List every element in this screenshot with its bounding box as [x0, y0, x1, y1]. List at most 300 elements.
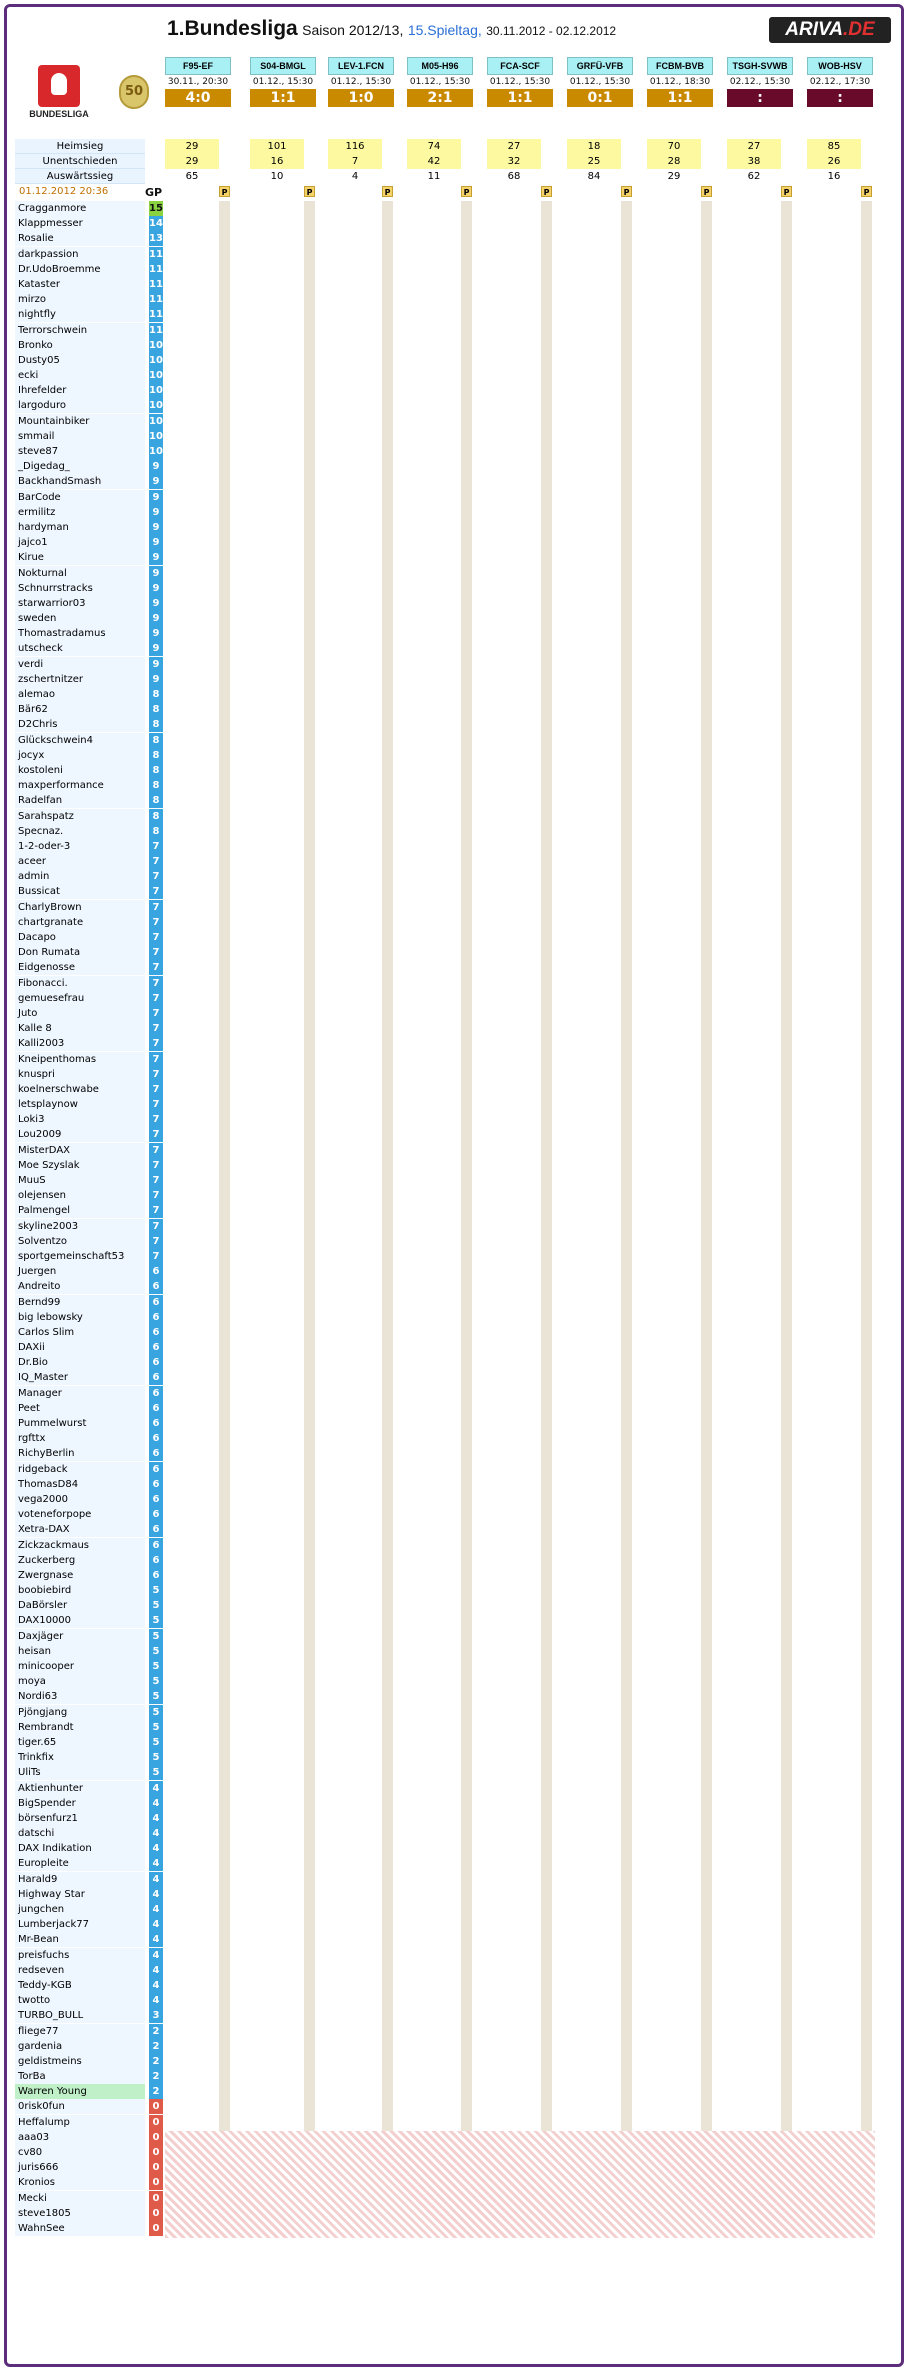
table-row[interactable] — [15, 1477, 160, 1492]
table-row[interactable] — [15, 596, 160, 611]
player-name[interactable]: big lebowsky — [15, 1310, 145, 1325]
player-name[interactable]: Bernd99 — [15, 1295, 145, 1310]
table-row[interactable] — [15, 1781, 160, 1796]
table-row[interactable] — [15, 1674, 160, 1689]
table-row[interactable] — [15, 550, 160, 565]
table-row[interactable] — [15, 1492, 160, 1507]
table-row[interactable] — [15, 717, 160, 732]
player-name[interactable]: koelnerschwabe — [15, 1082, 145, 1097]
player-name[interactable]: Pjöngjang — [15, 1705, 145, 1720]
player-name[interactable]: juris666 — [15, 2160, 145, 2175]
table-row[interactable] — [15, 1052, 160, 1067]
player-name[interactable]: heisan — [15, 1644, 145, 1659]
player-name[interactable]: datschi — [15, 1826, 145, 1841]
table-row[interactable] — [15, 1735, 160, 1750]
player-name[interactable]: verdi — [15, 657, 145, 672]
player-name[interactable]: Mountainbiker — [15, 414, 145, 429]
table-row[interactable] — [15, 1887, 160, 1902]
table-row[interactable] — [15, 884, 160, 899]
table-row[interactable] — [15, 733, 160, 748]
table-row[interactable] — [15, 2191, 160, 2206]
table-row[interactable] — [15, 1993, 160, 2008]
player-name[interactable]: BigSpender — [15, 1796, 145, 1811]
table-row[interactable] — [15, 976, 160, 991]
player-name[interactable]: steve1805 — [15, 2206, 145, 2221]
player-points: 5 — [149, 1705, 163, 1720]
table-row[interactable] — [15, 1932, 160, 1947]
table-row[interactable] — [15, 1067, 160, 1082]
player-name[interactable]: Mr-Bean — [15, 1932, 145, 1947]
table-row[interactable] — [15, 1841, 160, 1856]
table-row[interactable] — [15, 2099, 160, 2114]
table-row[interactable] — [15, 1705, 160, 1720]
player-name[interactable]: Specnaz. — [15, 824, 145, 839]
table-row[interactable] — [15, 2069, 160, 2084]
player-name[interactable]: Ihrefelder — [15, 383, 145, 398]
table-row[interactable] — [15, 1264, 160, 1279]
player-name[interactable]: Rembrandt — [15, 1720, 145, 1735]
player-name[interactable]: olejensen — [15, 1188, 145, 1203]
ariva-logo[interactable] — [769, 17, 891, 43]
player-name[interactable]: Moe Szyslak — [15, 1158, 145, 1173]
table-row[interactable] — [15, 2145, 160, 2160]
table-row[interactable] — [15, 900, 160, 915]
player-name[interactable]: Highway Star — [15, 1887, 145, 1902]
table-row[interactable] — [15, 262, 163, 277]
table-row[interactable] — [15, 991, 160, 1006]
table-row[interactable] — [15, 429, 163, 444]
table-row[interactable] — [15, 581, 160, 596]
player-name[interactable]: letsplaynow — [15, 1097, 145, 1112]
player-name[interactable]: DAX10000 — [15, 1613, 145, 1628]
table-row[interactable] — [15, 368, 163, 383]
player-list — [15, 201, 163, 2236]
player-name[interactable]: geldistmeins — [15, 2054, 145, 2069]
player-name[interactable]: redseven — [15, 1963, 145, 1978]
player-name[interactable]: Terrorschwein — [15, 323, 145, 338]
player-name[interactable]: Daxjäger — [15, 1629, 145, 1644]
player-name[interactable]: Mecki — [15, 2191, 145, 2206]
table-row[interactable] — [15, 1629, 160, 1644]
player-name[interactable]: Bär62 — [15, 702, 145, 717]
table-row[interactable] — [15, 1720, 160, 1735]
player-name[interactable]: Juergen — [15, 1264, 145, 1279]
bundesliga-shield-icon — [38, 65, 80, 107]
player-points: 10 — [149, 446, 163, 457]
player-name[interactable]: utscheck — [15, 641, 145, 656]
player-name[interactable]: _Digedag_ — [15, 459, 145, 474]
player-name[interactable]: Kalle 8 — [15, 1021, 145, 1036]
table-row[interactable] — [15, 1613, 160, 1628]
player-name[interactable]: knuspri — [15, 1067, 145, 1082]
table-row[interactable] — [15, 702, 160, 717]
player-name[interactable]: Peet — [15, 1401, 145, 1416]
player-points: 7 — [149, 960, 163, 975]
player-name[interactable]: Aktienhunter — [15, 1781, 145, 1796]
table-row[interactable] — [15, 490, 160, 505]
match-header[interactable]: F95-EF — [165, 57, 231, 75]
player-name[interactable]: alemao — [15, 687, 145, 702]
player-name[interactable]: Kirue — [15, 550, 145, 565]
player-name[interactable]: mirzo — [15, 292, 145, 307]
player-name[interactable]: kostoleni — [15, 763, 145, 778]
player-points: 4 — [149, 1841, 163, 1856]
table-row[interactable] — [15, 1279, 160, 1294]
table-row[interactable] — [15, 459, 160, 474]
table-row[interactable] — [15, 307, 163, 322]
table-row[interactable] — [15, 1856, 160, 1871]
player-name[interactable]: aceer — [15, 854, 145, 869]
table-row[interactable] — [15, 1234, 160, 1249]
player-name[interactable]: DAXii — [15, 1340, 145, 1355]
player-points: 3 — [149, 2008, 163, 2023]
table-row[interactable] — [15, 763, 160, 778]
player-name[interactable]: minicooper — [15, 1659, 145, 1674]
player-name[interactable]: sportgemeinschaft53 — [15, 1249, 145, 1264]
table-row[interactable] — [15, 930, 160, 945]
player-name[interactable]: smmail — [15, 429, 145, 444]
table-row[interactable] — [15, 1036, 160, 1051]
table-row[interactable] — [15, 778, 160, 793]
player-name[interactable]: twotto — [15, 1993, 145, 2008]
table-row[interactable] — [15, 292, 163, 307]
player-name[interactable]: jungchen — [15, 1902, 145, 1917]
stat-draw-count: 26 — [807, 154, 861, 169]
table-row[interactable] — [15, 1446, 160, 1461]
table-row[interactable] — [15, 793, 160, 808]
table-row[interactable] — [15, 1173, 160, 1188]
player-points: 0 — [149, 2115, 163, 2130]
table-row[interactable] — [15, 1583, 160, 1598]
table-row[interactable] — [15, 1401, 160, 1416]
table-row[interactable] — [15, 809, 160, 824]
match-header[interactable]: S04-BMGL — [250, 57, 316, 75]
player-name[interactable]: jajco1 — [15, 535, 145, 550]
table-row[interactable] — [15, 2130, 160, 2145]
match-header[interactable]: M05-H96 — [407, 57, 473, 75]
match-header[interactable]: GRFÜ-VFB — [567, 57, 633, 75]
table-row[interactable] — [15, 641, 160, 656]
player-name[interactable]: Dr.Bio — [15, 1355, 145, 1370]
player-name[interactable]: Harald9 — [15, 1872, 145, 1887]
table-row[interactable] — [15, 1249, 160, 1264]
player-name[interactable]: Schnurrstracks — [15, 581, 145, 596]
player-name[interactable]: fliege77 — [15, 2024, 145, 2039]
table-row[interactable] — [15, 2039, 160, 2054]
table-row[interactable] — [15, 1948, 160, 1963]
player-name[interactable]: Loki3 — [15, 1112, 145, 1127]
player-name[interactable]: boobiebird — [15, 1583, 145, 1598]
player-name[interactable]: skyline2003 — [15, 1219, 145, 1234]
table-row[interactable] — [15, 1750, 160, 1765]
player-name[interactable]: BackhandSmash — [15, 474, 145, 489]
table-row[interactable] — [15, 201, 163, 216]
player-name[interactable]: moya — [15, 1674, 145, 1689]
table-row[interactable] — [15, 611, 160, 626]
table-row[interactable] — [15, 398, 163, 413]
table-row[interactable] — [15, 383, 163, 398]
player-name[interactable]: Xetra-DAX — [15, 1522, 145, 1537]
player-name[interactable]: cv80 — [15, 2145, 145, 2160]
player-name[interactable]: vega2000 — [15, 1492, 145, 1507]
player-name[interactable]: Andreito — [15, 1279, 145, 1294]
player-name[interactable]: Pummelwurst — [15, 1416, 145, 1431]
player-name[interactable]: Trinkfix — [15, 1750, 145, 1765]
player-name[interactable]: MisterDAX — [15, 1143, 145, 1158]
table-row[interactable] — [15, 626, 160, 641]
table-row[interactable] — [15, 854, 160, 869]
player-name[interactable]: ermilitz — [15, 505, 145, 520]
player-name[interactable]: Eidgenosse — [15, 960, 145, 975]
table-row[interactable] — [15, 1917, 160, 1932]
table-row[interactable] — [15, 1553, 160, 1568]
table-row[interactable] — [15, 1796, 160, 1811]
table-row[interactable] — [15, 1462, 160, 1477]
table-row[interactable] — [15, 672, 160, 687]
table-row[interactable] — [15, 1158, 160, 1173]
player-name[interactable]: sweden — [15, 611, 145, 626]
player-name[interactable]: preisfuchs — [15, 1948, 145, 1963]
table-row[interactable] — [15, 2008, 160, 2023]
player-name[interactable]: RichyBerlin — [15, 1446, 145, 1461]
table-row[interactable] — [15, 1295, 160, 1310]
player-name[interactable]: DaBörsler — [15, 1598, 145, 1613]
table-row[interactable] — [15, 1431, 160, 1446]
table-row[interactable] — [15, 1203, 160, 1218]
player-name[interactable]: CharlyBrown — [15, 900, 145, 915]
table-row[interactable] — [15, 1598, 160, 1613]
table-row[interactable] — [15, 414, 163, 429]
player-name[interactable]: Sarahspatz — [15, 809, 145, 824]
table-row[interactable] — [15, 1659, 160, 1674]
player-name[interactable]: jocyx — [15, 748, 145, 763]
match-header[interactable]: TSGH-SVWB — [727, 57, 793, 75]
table-row[interactable] — [15, 247, 163, 262]
matchday-label[interactable]: 15.Spieltag, — [407, 22, 482, 38]
player-name[interactable]: DAX Indikation — [15, 1841, 145, 1856]
table-row[interactable] — [15, 687, 160, 702]
table-row[interactable] — [15, 824, 160, 839]
player-name[interactable]: starwarrior03 — [15, 596, 145, 611]
player-name[interactable]: tiger.65 — [15, 1735, 145, 1750]
match-header[interactable]: FCBM-BVB — [647, 57, 713, 75]
table-row[interactable] — [15, 839, 160, 854]
player-name[interactable]: nightfly — [15, 307, 145, 322]
table-row[interactable] — [15, 1325, 160, 1340]
player-name[interactable]: Rosalie — [15, 231, 145, 246]
match-time: 01.12., 15:30 — [489, 77, 551, 87]
player-name[interactable]: Bussicat — [15, 884, 145, 899]
table-row[interactable] — [15, 1188, 160, 1203]
table-row[interactable] — [15, 474, 160, 489]
player-name[interactable]: D2Chris — [15, 717, 145, 732]
stat-draw-count: 7 — [328, 154, 382, 169]
player-name[interactable]: Nordi63 — [15, 1689, 145, 1704]
player-name[interactable]: WahnSee — [15, 2221, 145, 2236]
table-row[interactable] — [15, 2054, 160, 2069]
table-row[interactable] — [15, 1538, 160, 1553]
player-points: 2 — [149, 2069, 163, 2084]
table-row[interactable] — [15, 1021, 160, 1036]
player-name[interactable]: TorBa — [15, 2069, 145, 2084]
table-row[interactable] — [15, 915, 160, 930]
player-name[interactable]: Solventzo — [15, 1234, 145, 1249]
table-row[interactable] — [15, 1568, 160, 1583]
player-points: 4 — [149, 1796, 163, 1811]
table-row[interactable] — [15, 1522, 160, 1537]
table-row[interactable] — [15, 2084, 160, 2099]
match-header[interactable]: LEV-1.FCN — [328, 57, 394, 75]
player-points: 8 — [149, 793, 163, 808]
table-row[interactable] — [15, 277, 163, 292]
table-row[interactable] — [15, 1310, 160, 1325]
table-row[interactable] — [15, 1340, 160, 1355]
player-name[interactable]: Glückschwein4 — [15, 733, 145, 748]
table-row[interactable] — [15, 1902, 160, 1917]
player-name[interactable]: 0risk0fun — [15, 2099, 145, 2114]
table-row[interactable] — [15, 2024, 160, 2039]
player-name[interactable]: Zuckerberg — [15, 1553, 145, 1568]
table-row[interactable] — [15, 520, 160, 535]
player-name[interactable]: Kalli2003 — [15, 1036, 145, 1051]
player-name[interactable]: Juto — [15, 1006, 145, 1021]
player-name[interactable]: voteneforpope — [15, 1507, 145, 1522]
table-row[interactable] — [15, 444, 163, 459]
table-row[interactable] — [15, 1978, 160, 1993]
player-name[interactable]: Klappmesser — [15, 216, 145, 231]
player-name[interactable]: ecki — [15, 368, 145, 383]
player-points: 8 — [149, 824, 163, 839]
player-name[interactable]: admin — [15, 869, 145, 884]
player-name[interactable]: Lou2009 — [15, 1127, 145, 1142]
table-row[interactable] — [15, 1416, 160, 1431]
player-name[interactable]: ridgeback — [15, 1462, 145, 1477]
table-row[interactable] — [15, 1143, 160, 1158]
player-name[interactable]: Warren Young — [15, 2084, 145, 2099]
player-name[interactable]: börsenfurz1 — [15, 1811, 145, 1826]
table-row[interactable] — [15, 216, 163, 231]
player-points: 9 — [149, 581, 163, 596]
table-row[interactable] — [15, 1370, 160, 1385]
match-header[interactable]: FCA-SCF — [487, 57, 553, 75]
table-row[interactable] — [15, 2115, 160, 2130]
table-row[interactable] — [15, 1097, 160, 1112]
player-name[interactable]: ThomasD84 — [15, 1477, 145, 1492]
table-row[interactable] — [15, 869, 160, 884]
table-row[interactable] — [15, 1689, 160, 1704]
table-row[interactable] — [15, 535, 160, 550]
player-name[interactable]: Nokturnal — [15, 566, 145, 581]
player-name[interactable]: Kataster — [15, 277, 145, 292]
player-name[interactable]: maxperformance — [15, 778, 145, 793]
table-row[interactable] — [15, 2221, 160, 2236]
table-row[interactable] — [15, 1826, 160, 1841]
player-name[interactable]: Zwergnase — [15, 1568, 145, 1583]
gp-label: GP — [145, 186, 163, 199]
table-row[interactable] — [15, 1507, 160, 1522]
player-name[interactable]: chartgranate — [15, 915, 145, 930]
table-row[interactable] — [15, 960, 160, 975]
table-row[interactable] — [15, 505, 160, 520]
player-name[interactable]: Heffalump — [15, 2115, 145, 2130]
player-name[interactable]: Cragganmore — [15, 201, 145, 216]
player-points: 8 — [149, 687, 163, 702]
player-name[interactable]: Kronios — [15, 2175, 145, 2190]
player-name[interactable]: TURBO_BULL — [15, 2008, 145, 2023]
table-row[interactable] — [15, 1082, 160, 1097]
table-row[interactable] — [15, 1644, 160, 1659]
player-name[interactable]: Zickzackmaus — [15, 1538, 145, 1553]
table-row[interactable] — [15, 323, 163, 338]
player-name[interactable]: UliTs — [15, 1765, 145, 1780]
table-row[interactable] — [15, 657, 160, 672]
table-row[interactable] — [15, 566, 160, 581]
table-row[interactable] — [15, 1963, 160, 1978]
match-score: : — [727, 89, 793, 107]
table-row[interactable] — [15, 1219, 160, 1234]
player-name[interactable]: MuuS — [15, 1173, 145, 1188]
player-name[interactable]: BarCode — [15, 490, 145, 505]
match-header[interactable]: WOB-HSV — [807, 57, 873, 75]
table-row[interactable] — [15, 1811, 160, 1826]
player-name[interactable]: gemuesefrau — [15, 991, 145, 1006]
player-name[interactable]: Dusty05 — [15, 353, 145, 368]
player-name[interactable]: zschertnitzer — [15, 672, 145, 687]
table-row[interactable] — [15, 231, 163, 246]
player-name[interactable]: steve87 — [15, 444, 145, 459]
player-name[interactable]: darkpassion — [15, 247, 145, 262]
player-name[interactable]: Kneipenthomas — [15, 1052, 145, 1067]
player-name[interactable]: Thomastradamus — [15, 626, 145, 641]
table-row[interactable] — [15, 353, 163, 368]
player-name[interactable]: largoduro — [15, 398, 145, 413]
player-name[interactable]: aaa03 — [15, 2130, 145, 2145]
player-points: 4 — [149, 1811, 163, 1826]
table-row[interactable] — [15, 1386, 160, 1401]
player-name[interactable]: Fibonacci. — [15, 976, 145, 991]
player-name[interactable]: Carlos Slim — [15, 1325, 145, 1340]
player-name[interactable]: Palmengel — [15, 1203, 145, 1218]
table-row[interactable] — [15, 1872, 160, 1887]
player-points: 5 — [149, 1674, 163, 1689]
player-name[interactable]: Don Rumata — [15, 945, 145, 960]
table-row[interactable] — [15, 1127, 160, 1142]
player-name[interactable]: rgfttx — [15, 1431, 145, 1446]
player-name[interactable]: 1-2-oder-3 — [15, 839, 145, 854]
player-name[interactable]: hardyman — [15, 520, 145, 535]
table-row[interactable] — [15, 945, 160, 960]
table-row[interactable] — [15, 1112, 160, 1127]
table-row[interactable] — [15, 338, 163, 353]
player-name[interactable]: Dr.UdoBroemme — [15, 262, 145, 277]
player-name[interactable]: Radelfan — [15, 793, 145, 808]
table-row[interactable] — [15, 748, 160, 763]
player-name[interactable]: Lumberjack77 — [15, 1917, 145, 1932]
table-row[interactable] — [15, 2160, 160, 2175]
table-row[interactable] — [15, 2175, 160, 2190]
table-row[interactable] — [15, 1006, 160, 1021]
table-row[interactable] — [15, 2206, 160, 2221]
table-row[interactable] — [15, 1765, 160, 1780]
player-name[interactable]: Manager — [15, 1386, 145, 1401]
player-name[interactable]: Bronko — [15, 338, 145, 353]
table-row[interactable] — [15, 1355, 160, 1370]
player-name[interactable]: gardenia — [15, 2039, 145, 2054]
player-name[interactable]: Teddy-KGB — [15, 1978, 145, 1993]
player-name[interactable]: Europleite — [15, 1856, 145, 1871]
player-name[interactable]: Dacapo — [15, 930, 145, 945]
player-name[interactable]: IQ_Master — [15, 1370, 145, 1385]
